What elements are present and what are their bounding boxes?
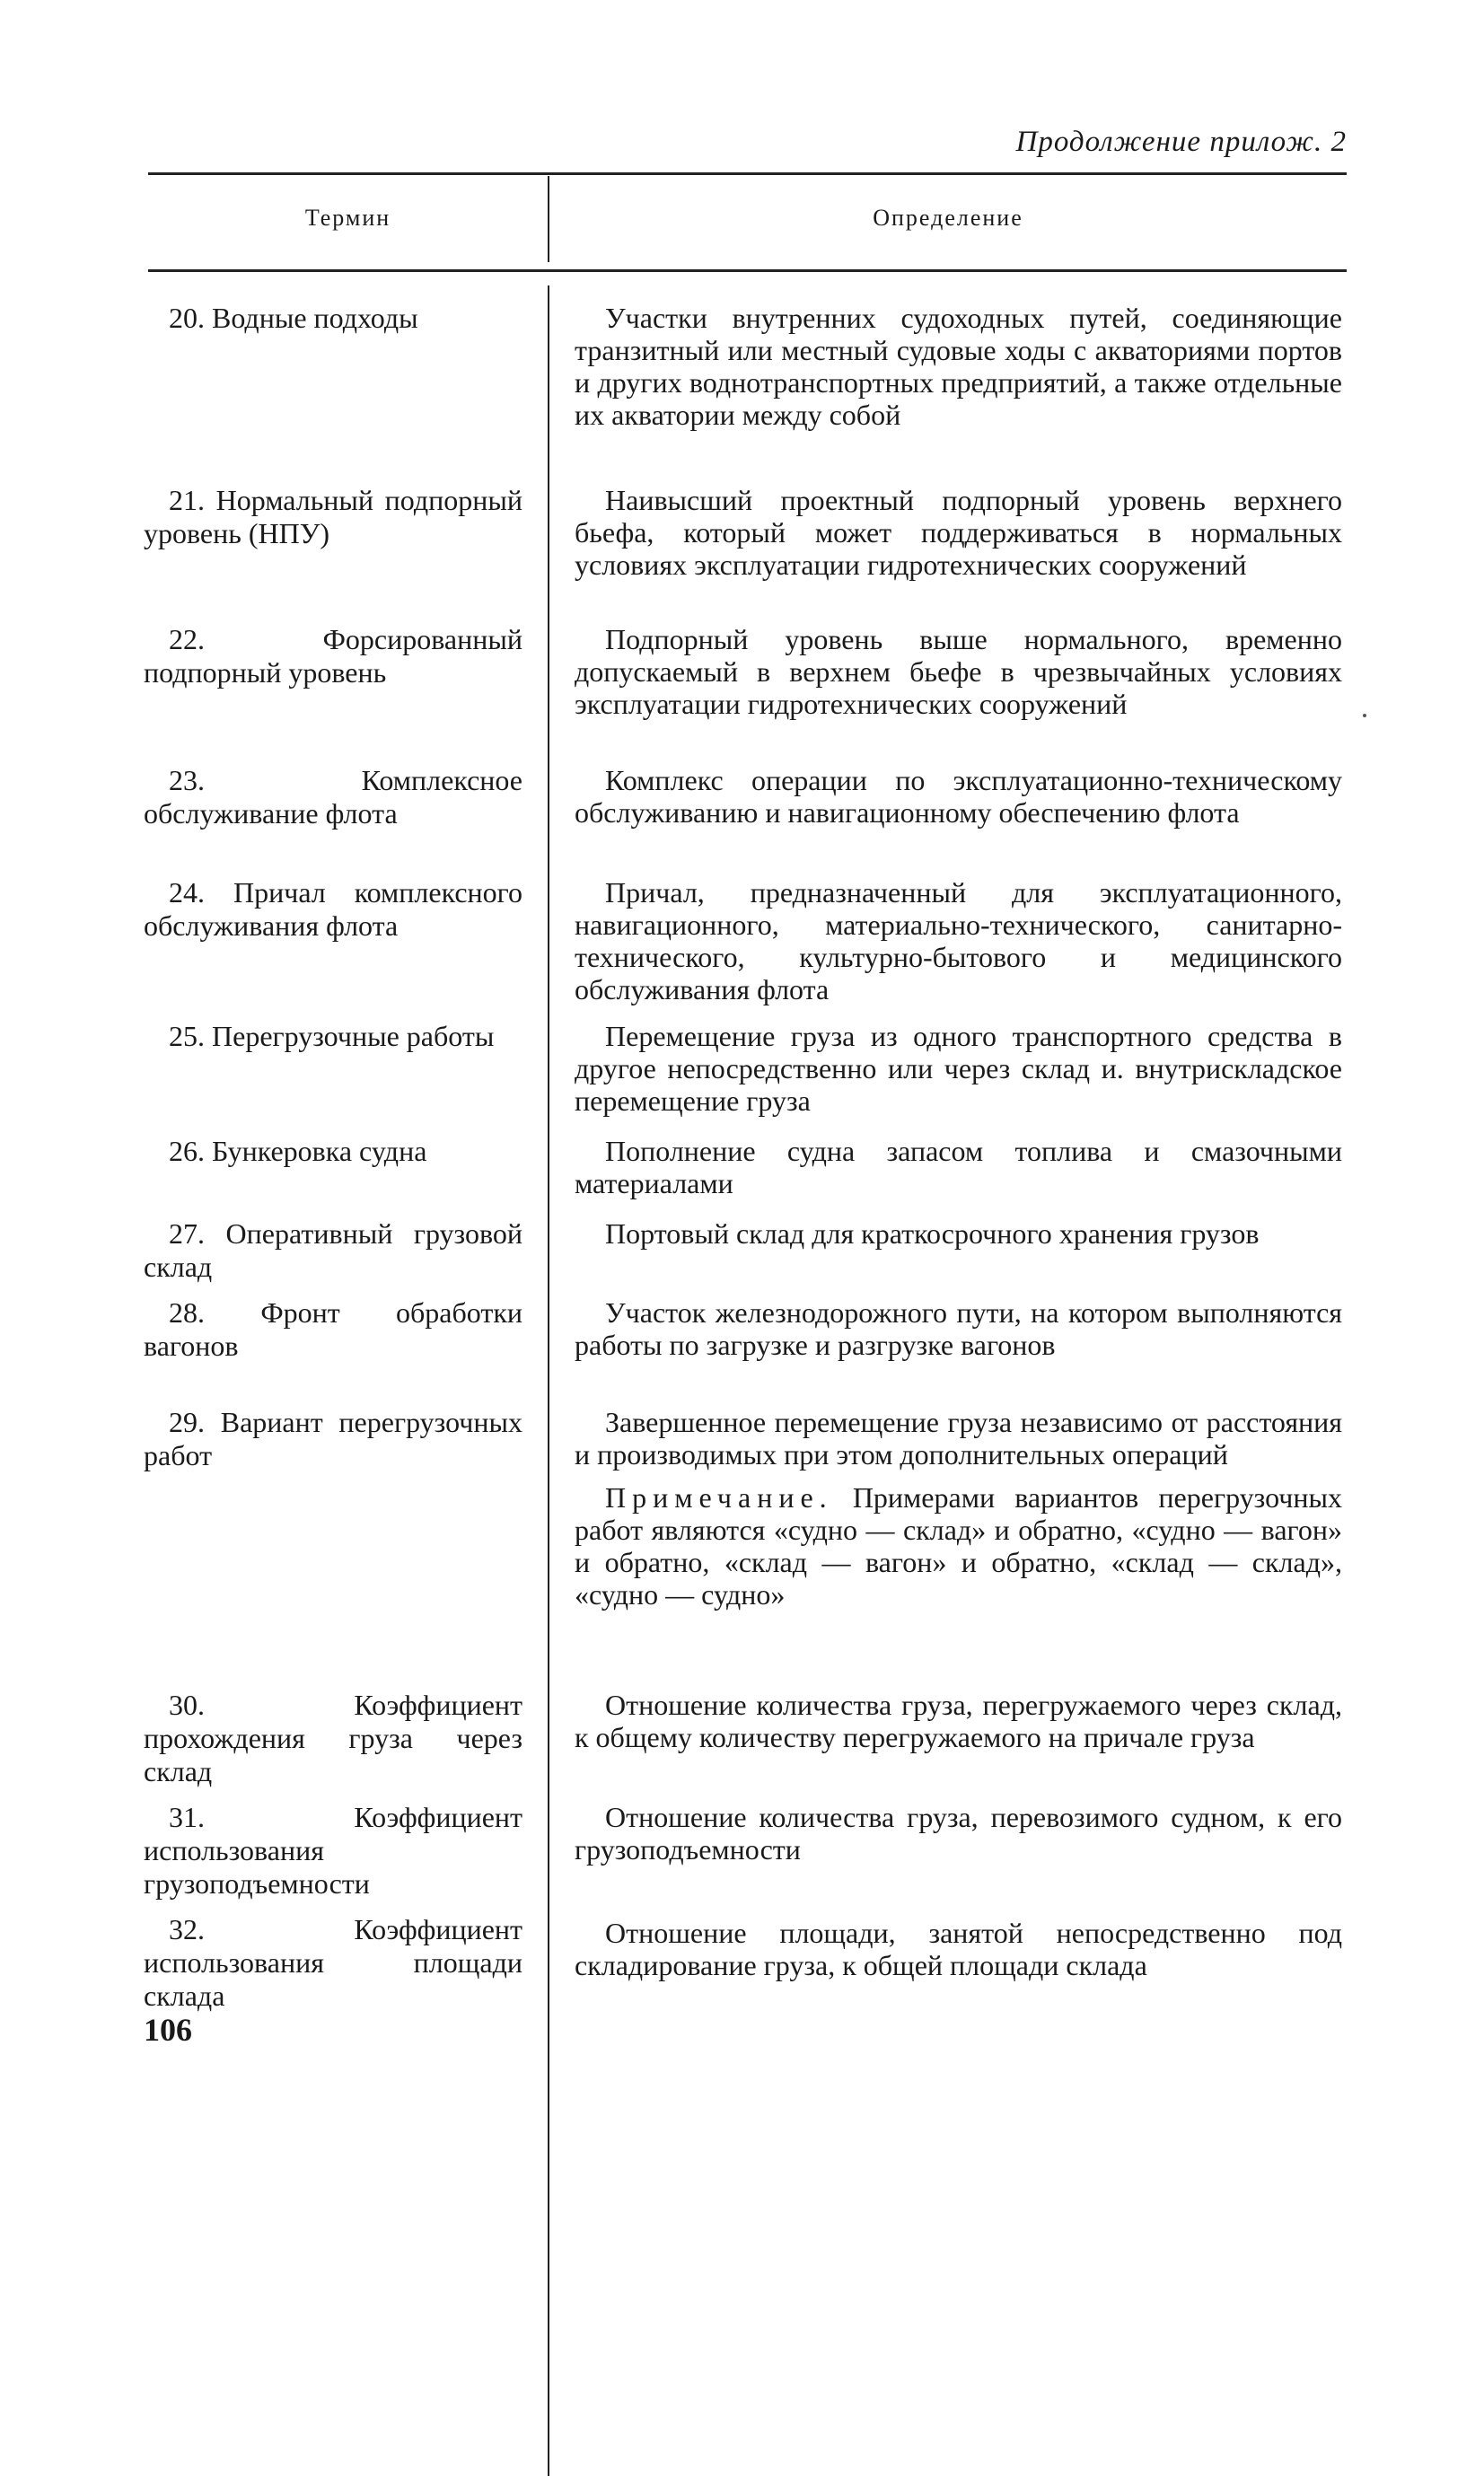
- definition-text: Участок железнодорожного пути, на котором выполняются работы по загрузке и разгрузке вагонов: [575, 1296, 1342, 1361]
- definition-text: Портовый склад для краткосрочного хранения грузов: [605, 1217, 1260, 1250]
- note-label: Примечание.: [605, 1481, 833, 1514]
- term-number: 29.: [169, 1406, 205, 1438]
- definition-cell: [575, 1689, 1342, 1753]
- term-cell: [144, 1020, 522, 1053]
- definition-text: Отношение количества груза, перевозимого судном, к его грузоподъемности: [575, 1801, 1342, 1866]
- definition-text: Участки внутренних судоходных путей, соединяющие транзитный или местный судовые ходы с акваториями портов и других воднотранспортных предприятий, а также отдельные их акватории между собой: [575, 302, 1342, 431]
- term-cell: [144, 1296, 522, 1363]
- term-text: Причал комплексного обслуживания флота: [144, 876, 523, 942]
- term-number: 20.: [169, 302, 205, 334]
- term-text: Нормальный подпорный уровень (НПУ): [144, 484, 522, 549]
- definition-text: Завершенное перемещение груза независимо от расстояния и производимых при этом дополнительных операций: [575, 1406, 1342, 1471]
- term-cell: [144, 484, 522, 550]
- body-column-divider: [548, 285, 549, 2476]
- definition-cell: [575, 876, 1342, 1005]
- definition-cell: [575, 764, 1342, 829]
- term-number: 26.: [169, 1135, 205, 1167]
- definition-cell: [575, 484, 1342, 581]
- term-text: Комплексное обслуживание флота: [144, 764, 522, 830]
- term-number: 28.: [169, 1296, 205, 1329]
- term-number: 31.: [169, 1801, 205, 1833]
- definition-text: Отношение количества груза, перегружаемого через склад, к общему количеству перегружаемого на причале груза: [575, 1689, 1342, 1753]
- definition-cell: [575, 1020, 1342, 1117]
- term-text: Бункеровка судна: [212, 1135, 427, 1167]
- print-speck: [1363, 714, 1366, 717]
- term-text: Вариант перегрузочных работ: [144, 1406, 522, 1471]
- term-text: Оперативный грузовой склад: [144, 1217, 523, 1283]
- term-number: 25.: [169, 1020, 205, 1052]
- definition-cell: [575, 623, 1342, 720]
- definition-cell: [575, 1135, 1342, 1199]
- column-header-term: Термин: [304, 205, 391, 231]
- term-number: 22.: [169, 623, 205, 655]
- page-number: 106: [144, 2012, 192, 2048]
- term-cell: [144, 1406, 522, 1472]
- term-cell: [144, 623, 522, 689]
- term-number: 30.: [169, 1689, 205, 1721]
- definition-cell: [575, 1913, 1342, 1981]
- term-number: 23.: [169, 764, 205, 796]
- term-text: Водные подходы: [212, 302, 418, 334]
- term-number: 27.: [169, 1217, 205, 1250]
- column-header-definition: Определение: [873, 205, 1023, 231]
- definition-cell: [575, 1406, 1342, 1611]
- term-text: Перегрузочные работы: [212, 1020, 495, 1052]
- term-cell: [144, 1689, 522, 1788]
- term-cell: [144, 764, 522, 830]
- term-number: 21.: [169, 484, 205, 516]
- definition-cell: [575, 302, 1342, 431]
- definition-text: Перемещение груза из одного транспортного средства в другое непосредственно или через склад и. внутрискладское перемещение груза: [575, 1020, 1342, 1117]
- term-cell: [144, 876, 522, 943]
- term-cell: [144, 302, 522, 335]
- definition-text: Наивысший проектный подпорный уровень верхнего бьефа, который может поддерживаться в нормальных условиях эксплуатации гидротехнических сооружений: [575, 484, 1342, 581]
- term-cell: [144, 1217, 522, 1284]
- term-number: 24.: [169, 876, 205, 909]
- running-head: Продолжение прилож. 2: [1015, 126, 1347, 158]
- definition-cell: [575, 1217, 1342, 1250]
- definition-cell: [575, 1801, 1342, 1866]
- term-number: 32.: [169, 1913, 205, 1945]
- definition-text: Комплекс операции по эксплуатационно-техническому обслуживанию и навигационному обеспечению флота: [575, 764, 1342, 829]
- note: [575, 1481, 1342, 1611]
- term-text: Форсированный подпорный уровень: [144, 623, 522, 689]
- term-cell: [144, 1135, 522, 1168]
- note-text: Примерами вариантов перегрузочных работ являются «судно — склад» и обратно, «судно — вагон» и обратно, «склад — вагон» и обратно, «склад — склад», «судно — судно»: [575, 1481, 1343, 1611]
- definition-text: Отношение площади, занятой непосредственно под складирование груза, к общей площади склада: [575, 1917, 1342, 1981]
- definition-cell: [575, 1296, 1342, 1361]
- term-cell: [144, 1801, 522, 1901]
- table-top-rule: [148, 172, 1347, 175]
- term-cell: [144, 1913, 522, 2013]
- definition-text: Подпорный уровень выше нормального, временно допускаемый в верхнем бьефе в чрезвычайных условиях эксплуатации гидротехнических сооружений: [575, 623, 1342, 720]
- term-text: Коэффициент использования грузоподъемности: [144, 1801, 522, 1900]
- term-text: Коэффициент использования площади склада: [144, 1913, 522, 2012]
- definition-text: Причал, предназначенный для эксплуатационного, навигационного, материально-технического, санитарно-технического, культурно-бытового и медицинского обслуживания флота: [575, 876, 1342, 1005]
- table-header-rule: [148, 269, 1347, 272]
- term-text: Коэффициент прохождения груза через склад: [144, 1689, 522, 1787]
- term-text: Фронт обработки вагонов: [144, 1296, 523, 1362]
- definition-text: Пополнение судна запасом топлива и смазочными материалами: [575, 1135, 1342, 1199]
